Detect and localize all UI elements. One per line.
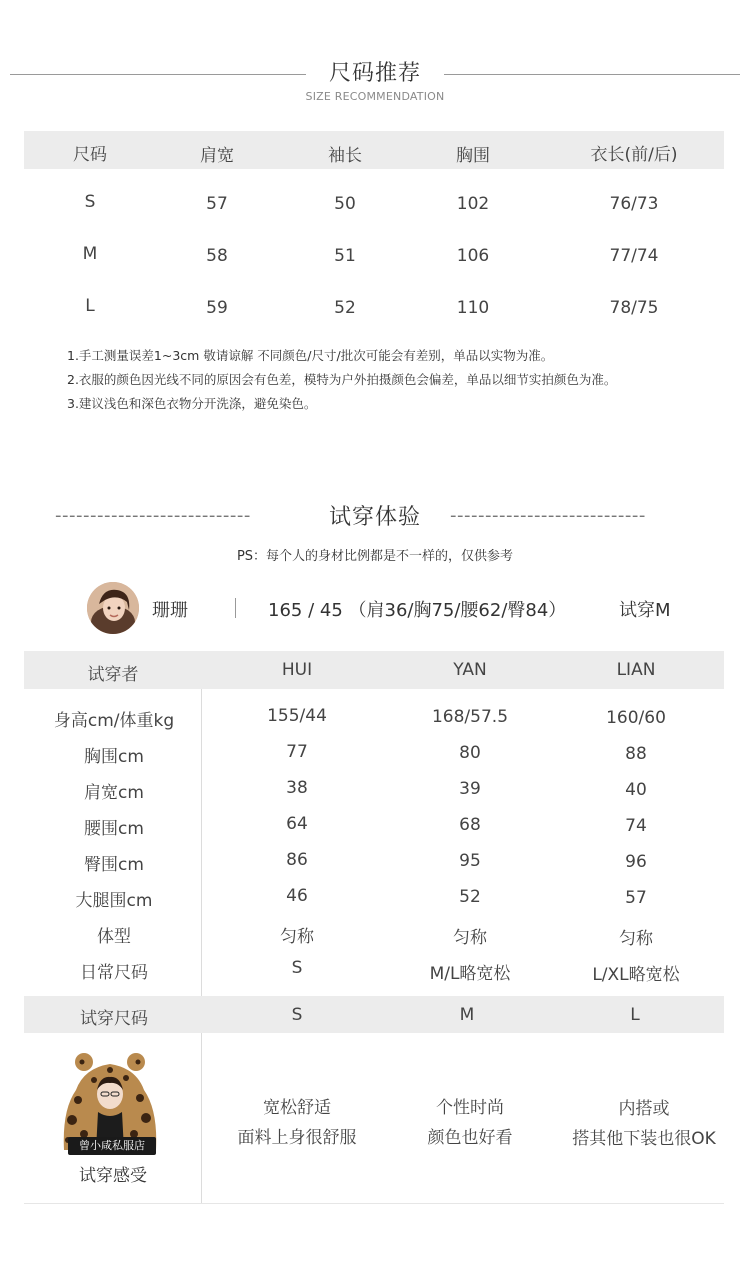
feel-hui [222, 1093, 372, 1153]
size-note-1: 1.手工测量误差1~3cm 敬请谅解 不同颜色/尺寸/批次可能会有差别，单品以实物为准。 [67, 348, 554, 363]
table-row-cell: 大腿围cm [75, 891, 153, 911]
feel-lian-line2: 搭其他下装也很OK [572, 1129, 716, 1149]
table-row-cell: 51 [334, 246, 356, 266]
table-row-cell: 102 [456, 194, 490, 214]
table-row-cell: 155/44 [267, 706, 327, 726]
feel-lian [559, 1094, 729, 1154]
feel-yan-line2: 颜色也好看 [427, 1128, 513, 1148]
shop-badge: 曾小咸私服店 [68, 1137, 156, 1155]
table-row-cell: 匀称 [453, 928, 487, 948]
table-row-cell: M [82, 244, 98, 264]
tryon-size-label: 试穿尺码 [80, 1009, 148, 1029]
size-note-2: 2.衣服的颜色因光线不同的原因会有色差，模特为户外拍摄颜色会偏差，单品以细节实拍颜色为准。 [67, 372, 617, 387]
table-row-cell: 58 [206, 246, 228, 266]
feel-hui-line2: 面料上身很舒服 [237, 1128, 357, 1148]
size-section-subtitle: SIZE RECOMMENDATION [305, 90, 445, 103]
table-row-cell: M/L略宽松 [429, 964, 511, 984]
table-row-cell: 52 [459, 887, 481, 907]
model-avatar-photo-icon [87, 582, 139, 634]
table-row-cell: 59 [206, 298, 228, 318]
tryon-feel-label: 试穿感受 [79, 1166, 147, 1186]
table-row-cell: 46 [286, 886, 308, 906]
table-row-cell: S [84, 192, 96, 212]
table-row-cell: 57 [625, 888, 647, 908]
table-row-cell: 39 [459, 779, 481, 799]
feel-hui-line1: 宽松舒适 [263, 1098, 331, 1118]
table-row-cell: 臀围cm [84, 855, 144, 875]
size-header-sleeve: 袖长 [328, 146, 362, 166]
table-row-cell: 身高cm/体重kg [53, 711, 175, 731]
model-divider [235, 598, 236, 618]
table-row-cell: 86 [286, 850, 308, 870]
table-row-cell: 168/57.5 [431, 707, 509, 727]
table-row-cell: 匀称 [619, 929, 653, 949]
tryon-header-yan: YAN [453, 660, 487, 680]
table-row-cell: S [291, 958, 303, 978]
tryon-header-lian: LIAN [616, 660, 656, 680]
table-row-cell: 日常尺码 [80, 963, 148, 983]
feel-lian-line1: 内搭或 [618, 1099, 670, 1119]
table-row-cell: 体型 [97, 927, 131, 947]
tryon-header-tester: 试穿者 [87, 665, 139, 685]
table-row-cell: 160/60 [606, 708, 666, 728]
table-row-cell: 64 [286, 814, 308, 834]
table-row-cell: 57 [206, 194, 228, 214]
table-row-cell: 80 [459, 743, 481, 763]
table-row-cell: 匀称 [280, 927, 314, 947]
table-row-cell: 110 [456, 298, 490, 318]
table-row-cell: 78/75 [609, 298, 659, 318]
tryon-section-title: 试穿体验 [328, 505, 421, 530]
table-row-cell: 胸围cm [84, 747, 144, 767]
table-row-cell: 38 [286, 778, 308, 798]
size-header-shoulder: 肩宽 [200, 146, 234, 166]
table-row-cell: L/XL略宽松 [592, 965, 680, 985]
tryon-column-divider [201, 689, 202, 996]
size-header-length: 衣长(前/后) [590, 145, 678, 165]
table-row-cell: 96 [625, 852, 647, 872]
tryon-size-lian: L [630, 1005, 640, 1025]
feel-yan [395, 1093, 545, 1153]
size-header-size: 尺码 [73, 145, 107, 165]
feel-yan-line1: 个性时尚 [436, 1098, 504, 1118]
title-dashes-left: ---------------------------- [55, 505, 251, 526]
model-try-size: 试穿M [619, 600, 671, 621]
tryon-table-bottom-rule [24, 1203, 724, 1204]
tryon-ps-note: PS：每个人的身材比例都是不一样的，仅供参考 [236, 549, 514, 564]
table-row-cell: 95 [459, 851, 481, 871]
table-row-cell: 肩宽cm [84, 783, 144, 803]
model-avatar [87, 582, 139, 634]
table-row-cell: 106 [456, 246, 490, 266]
table-row-cell: 76/73 [609, 194, 659, 214]
size-section-title: 尺码推荐 [328, 61, 421, 86]
table-row-cell: 40 [625, 780, 647, 800]
table-row-cell: L [85, 296, 95, 316]
table-row-cell: 52 [334, 298, 356, 318]
table-row-cell: 50 [334, 194, 356, 214]
size-note-3: 3.建议浅色和深色衣物分开洗涤，避免染色。 [67, 396, 317, 411]
title-dashes-right: ---------------------------- [450, 505, 646, 526]
table-row-cell: 77 [286, 742, 308, 762]
table-row-cell: 77/74 [609, 246, 659, 266]
model-name: 珊珊 [152, 600, 188, 621]
table-row-cell: 74 [625, 816, 647, 836]
tryon-header-hui: HUI [281, 660, 313, 680]
table-row-cell: 88 [625, 744, 647, 764]
tryon-size-yan: M [459, 1005, 475, 1025]
table-row-cell: 腰围cm [84, 819, 144, 839]
size-header-chest: 胸围 [456, 146, 490, 166]
tryon-size-hui: S [291, 1005, 303, 1025]
table-row-cell: 68 [459, 815, 481, 835]
model-stats: 165 / 45 （肩36/胸75/腰62/臀84） [268, 600, 567, 621]
